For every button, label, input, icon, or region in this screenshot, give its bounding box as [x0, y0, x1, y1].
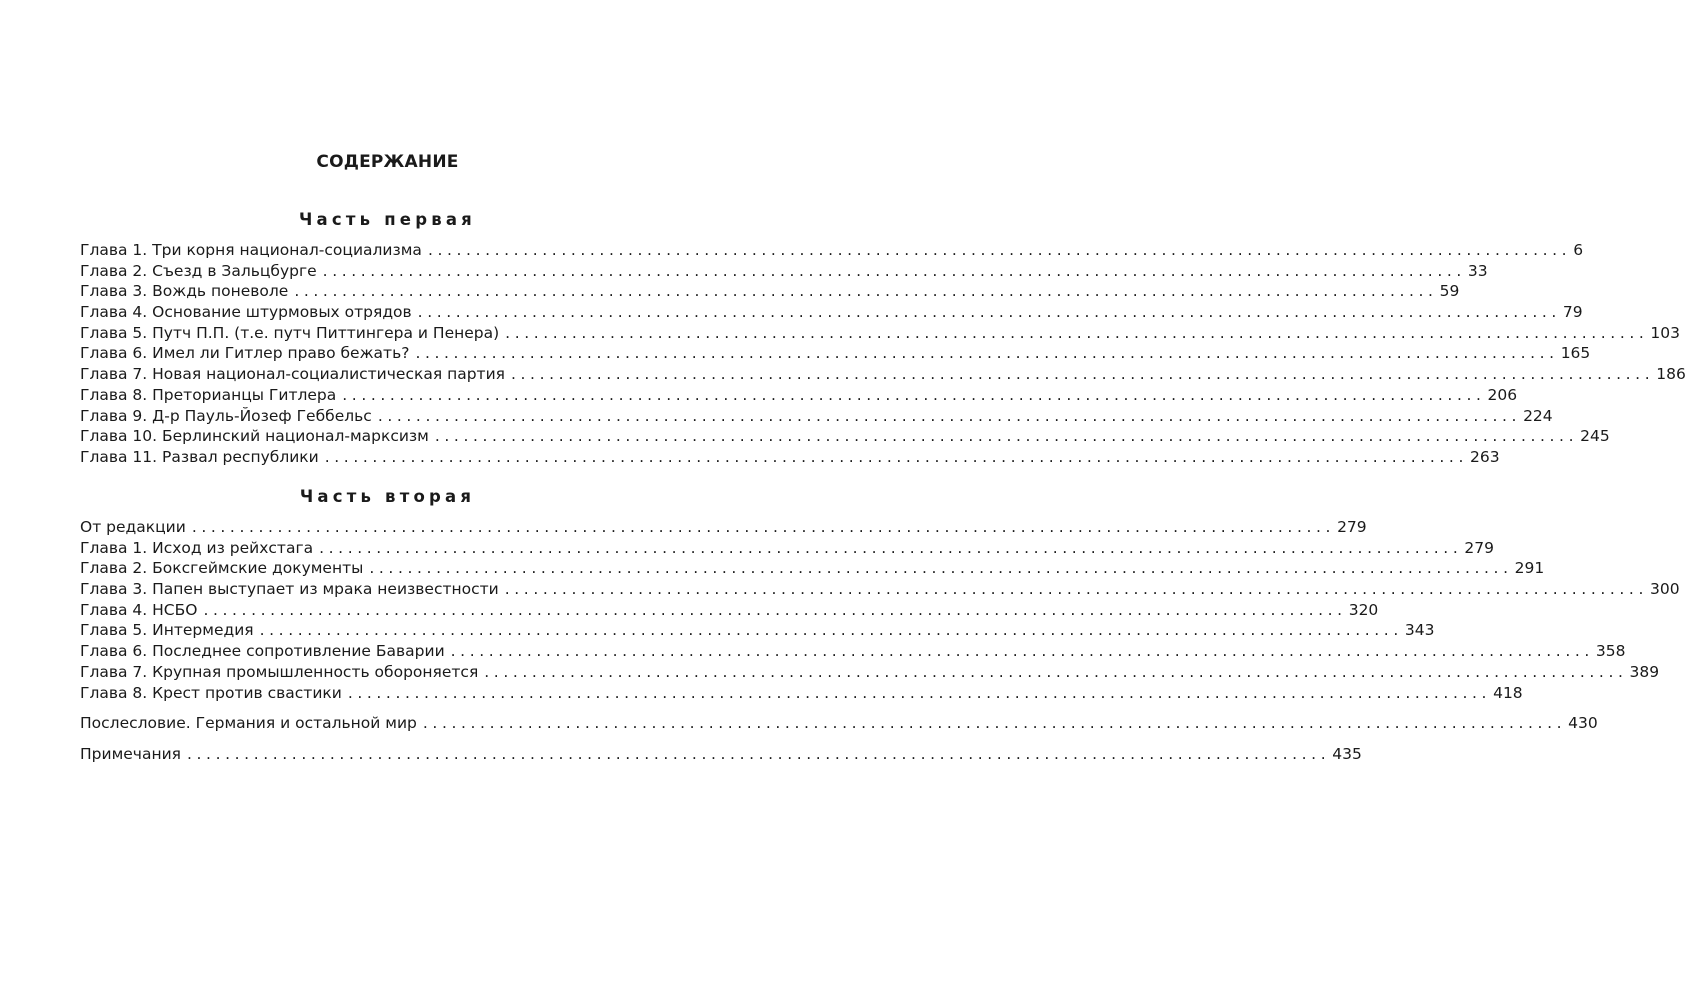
part-heading-first: Часть первая	[299, 210, 476, 229]
toc-entry-page: 224	[1523, 406, 1553, 425]
toc-entry-label: Глава 2. Съезд в Зальцбурге	[80, 261, 317, 280]
toc-entry	[80, 662, 1660, 683]
toc-entry-page: 300	[1650, 580, 1680, 599]
leader-dots: ........................................................................................................................	[417, 303, 1561, 322]
leader-dots: ........................................................................................................................	[377, 406, 1522, 425]
leader-dots: ........................................................................................................................	[504, 580, 1648, 599]
toc-entry-label: От редакции	[80, 518, 186, 536]
leader-dots: ........................................................................................................................	[342, 385, 1486, 404]
toc-entry-label: Глава 8. Преторианцы Гитлера	[80, 385, 337, 404]
leader-dots: ........................................................................................................................	[450, 642, 1594, 661]
leader-dots: ........................................................................................................................	[369, 559, 1513, 578]
toc-entry-page: 245	[1580, 427, 1610, 446]
toc-entry-page: 343	[1404, 621, 1435, 640]
toc-entry-page: 279	[1337, 518, 1367, 536]
toc-entry	[80, 558, 1545, 579]
toc-entry-label: Глава 6. Последнее сопротивление Баварии	[80, 642, 445, 661]
toc-entry-label: Глава 6. Имел ли Гитлер право бежать?	[80, 344, 410, 363]
toc-entry-label: Глава 4. НСБО	[80, 600, 198, 619]
toc-entry-page: 6	[1573, 241, 1584, 259]
toc-list-part-second	[80, 517, 1680, 703]
toc-entry-page: 186	[1656, 365, 1686, 384]
leader-dots: ........................................................................................................................	[422, 714, 1567, 732]
toc-entry-page: 165	[1560, 344, 1591, 363]
toc-entry	[80, 343, 1591, 364]
leader-dots: ........................................................................................................................	[191, 518, 1336, 536]
leader-dots: ........................................................................................................................	[511, 365, 1655, 384]
toc-entry-label: Примечания	[80, 745, 181, 763]
page-title: СОДЕРЖАНИЕ	[316, 152, 459, 172]
toc-entry-page: 320	[1348, 600, 1379, 619]
toc-entry	[80, 517, 1367, 538]
toc-entry-label: Глава 8. Крест против свастики	[80, 683, 342, 702]
toc-entry-label: Глава 7. Новая национал-социалистическая партия	[80, 365, 505, 384]
toc-entry	[80, 641, 1626, 662]
toc-entry	[80, 579, 1680, 600]
toc-entry-page: 103	[1650, 323, 1681, 342]
leader-dots: ........................................................................................................................	[324, 447, 1468, 466]
leader-dots: ........................................................................................................................	[203, 600, 1347, 619]
toc-entry	[80, 447, 1500, 468]
toc-entry	[80, 261, 1488, 282]
leader-dots: ........................................................................................................................	[259, 621, 1403, 640]
toc-entry	[80, 600, 1379, 621]
toc-entry	[80, 281, 1460, 302]
toc-entry-page: 59	[1439, 282, 1460, 301]
toc-entry-label: Глава 5. Интермедия	[80, 621, 254, 640]
toc-entry-page: 79	[1562, 303, 1583, 322]
toc-entry	[80, 683, 1523, 704]
toc-entry	[80, 240, 1584, 261]
toc-entry-page: 33	[1467, 261, 1488, 280]
toc-entry	[80, 426, 1610, 447]
toc-entry	[80, 302, 1583, 323]
toc-entry-page: 358	[1595, 642, 1626, 661]
leader-dots: ........................................................................................................................	[434, 427, 1579, 446]
leader-dots: ........................................................................................................................	[347, 683, 1492, 702]
toc-entry-page: 279	[1464, 538, 1494, 557]
toc-entry-label: Глава 5. Путч П.П. (т.е. путч Питтингера и Пенера)	[80, 323, 500, 342]
toc-entry-afterword	[80, 713, 1598, 734]
toc-entry	[80, 538, 1494, 559]
toc-entry	[80, 406, 1553, 427]
toc-list-part-first	[80, 240, 1686, 468]
toc-entry-label: Глава 10. Берлинский национал-марксизм	[80, 427, 429, 446]
toc-entry-page: 263	[1469, 447, 1500, 466]
toc-entry-page: 206	[1487, 385, 1518, 404]
toc-entry-label: Глава 3. Вождь поневоле	[80, 282, 289, 301]
toc-entry-label: Глава 7. Крупная промышленность обороняется	[80, 662, 479, 681]
toc-entry-page: 291	[1514, 559, 1545, 578]
leader-dots: ........................................................................................................................	[187, 745, 1331, 763]
leader-dots: ........................................................................................................................	[427, 241, 1572, 259]
toc-entry	[80, 323, 1681, 344]
toc-entry-label: Глава 3. Папен выступает из мрака неизвестности	[80, 580, 499, 599]
toc-entry-label: Глава 2. Боксгеймские документы	[80, 559, 364, 578]
toc-entry-notes	[80, 744, 1362, 765]
toc-entry-label: Послесловие. Германия и остальной мир	[80, 714, 417, 732]
toc-entry-page: 418	[1493, 683, 1523, 702]
leader-dots: ........................................................................................................................	[415, 344, 1559, 363]
toc-entry-label: Глава 4. Основание штурмовых отрядов	[80, 303, 412, 322]
toc-entry-label: Глава 1. Три корня национал-социализма	[80, 241, 422, 259]
leader-dots: ........................................................................................................................	[322, 261, 1466, 280]
part-heading-second: Часть вторая	[299, 487, 476, 506]
toc-entry	[80, 620, 1435, 641]
toc-entry-page: 435	[1332, 745, 1362, 763]
leader-dots: ........................................................................................................................	[505, 323, 1649, 342]
leader-dots: ........................................................................................................................	[484, 662, 1628, 681]
toc-entry-page: 389	[1629, 662, 1660, 681]
toc-entry	[80, 364, 1686, 385]
toc-entry-page: 430	[1568, 714, 1598, 732]
leader-dots: ........................................................................................................................	[319, 538, 1463, 557]
toc-entry-label: Глава 9. Д-р Пауль-Йозеф Геббельс	[80, 406, 372, 425]
toc-entry-label: Глава 1. Исход из рейхстага	[80, 538, 314, 557]
toc-entry	[80, 385, 1518, 406]
leader-dots: ........................................................................................................................	[294, 282, 1438, 301]
toc-entry-label: Глава 11. Развал республики	[80, 447, 319, 466]
